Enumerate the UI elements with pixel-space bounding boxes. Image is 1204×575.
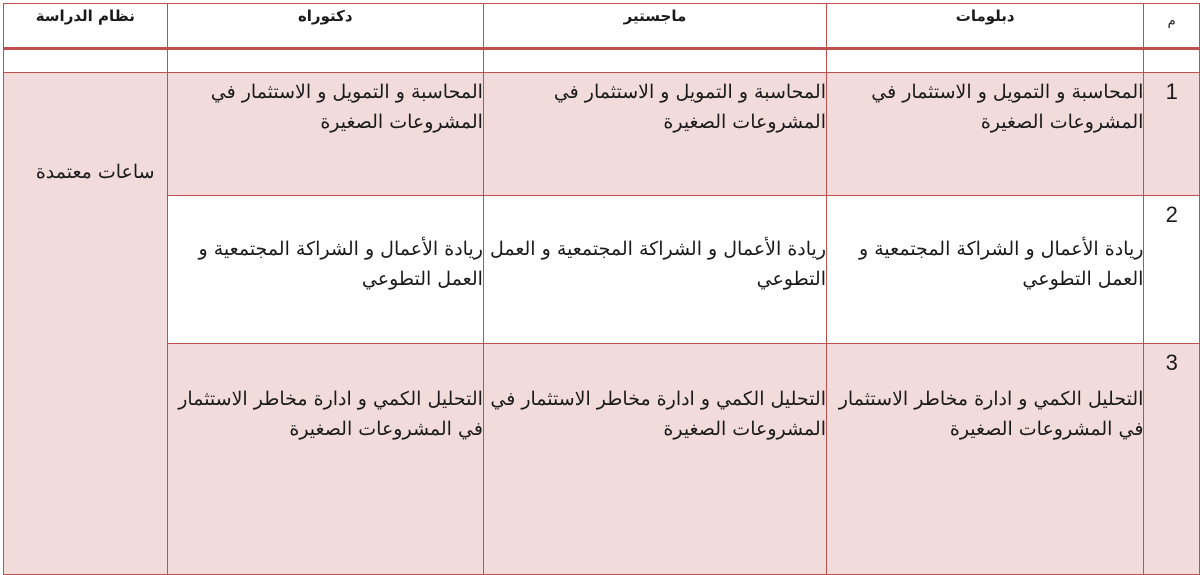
diploma-cell: التحليل الكمي و ادارة مخاطر الاستثمار في المشروعات الصغيرة — [827, 344, 1144, 575]
spacer-cell — [1144, 49, 1200, 73]
header-num: م — [1144, 4, 1200, 49]
programs-table — [3, 3, 1200, 575]
masters-cell: ريادة الأعمال و الشراكة المجتمعية و العمل التطوعي — [483, 196, 826, 344]
study-system-cell — [4, 73, 168, 575]
spacer-cell — [167, 49, 483, 73]
header-masters: ماجستير — [483, 4, 826, 49]
spacer-row — [4, 49, 1200, 73]
spacer-cell — [827, 49, 1144, 73]
study-system-value: ساعات معتمدة — [35, 161, 155, 183]
header-study-system: نظام الدراسة — [4, 4, 168, 49]
doctorate-cell: المحاسبة و التمويل و الاستثمار في المشروعات الصغيرة — [167, 73, 483, 196]
diploma-cell: المحاسبة و التمويل و الاستثمار في المشروعات الصغيرة — [827, 73, 1144, 196]
doctorate-cell: ريادة الأعمال و الشراكة المجتمعية و العمل التطوعي — [167, 196, 483, 344]
diploma-cell: ريادة الأعمال و الشراكة المجتمعية و العمل التطوعي — [827, 196, 1144, 344]
header-doctorate: دكتوراه — [167, 4, 483, 49]
row-number: 3 — [1144, 344, 1200, 575]
table-row — [4, 196, 1200, 344]
spacer-cell — [483, 49, 826, 73]
row-number: 1 — [1144, 73, 1200, 196]
row-number: 2 — [1144, 196, 1200, 344]
table-row — [4, 73, 1200, 196]
masters-cell: المحاسبة و التمويل و الاستثمار في المشروعات الصغيرة — [483, 73, 826, 196]
masters-cell: التحليل الكمي و ادارة مخاطر الاستثمار في المشروعات الصغيرة — [483, 344, 826, 575]
spacer-cell — [4, 49, 168, 73]
doctorate-cell: التحليل الكمي و ادارة مخاطر الاستثمار في المشروعات الصغيرة — [167, 344, 483, 575]
header-diploma: دبلومات — [827, 4, 1144, 49]
header-row — [4, 4, 1200, 49]
table-row — [4, 344, 1200, 575]
